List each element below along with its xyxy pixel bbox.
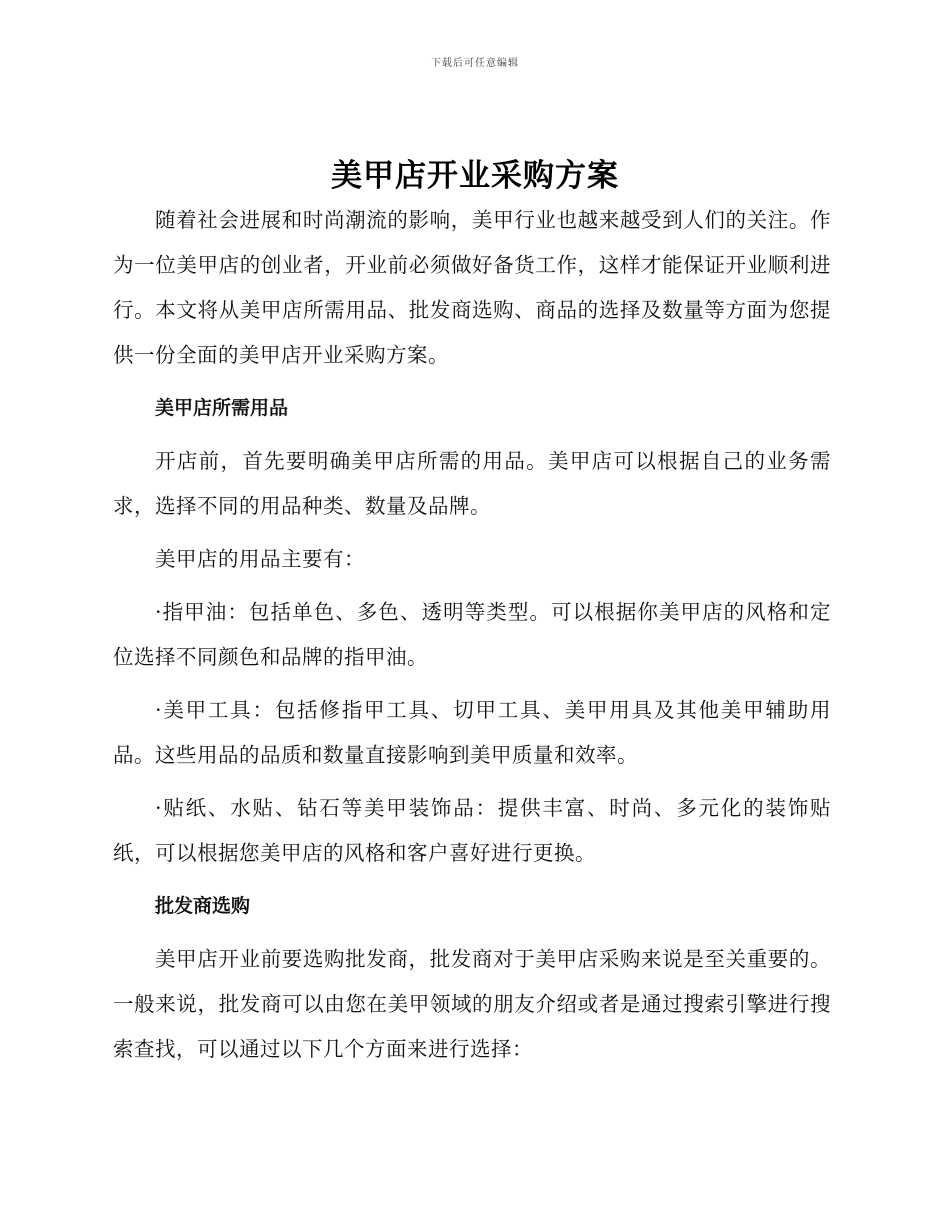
section-heading-supplies: 美甲店所需用品 [155, 397, 289, 419]
supplies-item-nail-polish: ·指甲油：包括单色、多色、透明等类型。可以根据你美甲店的风格和定位选择不同颜色和品牌的指甲油。 [113, 600, 831, 669]
wholesaler-paragraph: 美甲店开业前要选购批发商，批发商对于美甲店采购来说是至关重要的。一般来说，批发商可以由您在美甲领域的朋友介绍或者是通过搜索引擎进行搜索查找，可以通过以下几个方面来进行选择： [113, 947, 831, 1061]
supplies-item-tools: ·美甲工具：包括修指甲工具、切甲工具、美甲用具及其他美甲辅助用品。这些用品的品质和数量直接影响到美甲质量和效率。 [113, 698, 831, 767]
supplies-item-decorations: ·贴纸、水贴、钻石等美甲装饰品：提供丰富、时尚、多元化的装饰贴纸，可以根据您美甲店的风格和客户喜好进行更换。 [113, 796, 831, 865]
document-body [113, 198, 831, 1072]
supplies-paragraph: 开店前，首先要明确美甲店所需的用品。美甲店可以根据自己的业务需求，选择不同的用品种类、数量及品牌。 [113, 449, 831, 518]
section-heading-wholesaler: 批发商选购 [155, 895, 251, 917]
header-note: 下载后可任意编辑 [431, 58, 519, 69]
intro-paragraph: 随着社会进展和时尚潮流的影响，美甲行业也越来越受到人们的关注。作为一位美甲店的创业者，开业前必须做好备货工作，这样才能保证开业顺利进行。本文将从美甲店所需用品、批发商选购、商品的选择及数量等方面为您提供一份全面的美甲店开业采购方案。 [113, 208, 831, 367]
supplies-list-intro: 美甲店的用品主要有： [155, 547, 365, 571]
document-title: 美甲店开业采购方案 [331, 158, 619, 194]
